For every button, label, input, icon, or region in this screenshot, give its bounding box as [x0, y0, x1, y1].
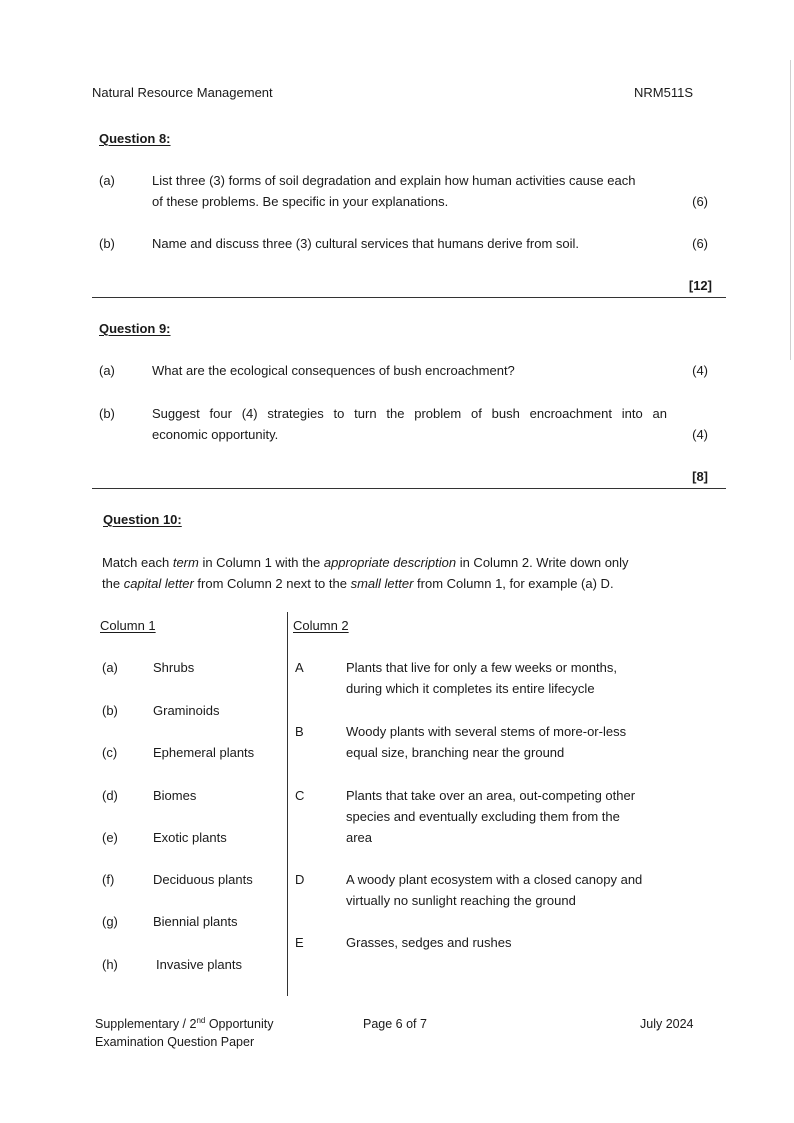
q9b-label: (b): [99, 406, 115, 421]
col2-description: virtually no sunlight reaching the ground: [346, 893, 576, 908]
col2-description: A woody plant ecosystem with a closed canopy and: [346, 872, 643, 887]
col1-label: (d): [102, 788, 118, 803]
col1-label: (c): [102, 745, 118, 760]
col2-description: Grasses, sedges and rushes: [346, 935, 512, 950]
q9b-text-line1: Suggest four (4) strategies to turn the problem of bush encroachment into an: [152, 406, 667, 421]
q8b-marks: (6): [692, 236, 708, 251]
q9b-marks: (4): [692, 427, 708, 442]
col1-term: Ephemeral plants: [153, 745, 255, 760]
q8-total: [12]: [688, 278, 712, 293]
col1-label: (e): [102, 830, 118, 845]
q9a-label: (a): [99, 363, 115, 378]
col1-label: (h): [102, 957, 118, 972]
question-10-title: Question 10:: [103, 512, 182, 527]
col1-term: Deciduous plants: [153, 872, 253, 887]
col2-description: equal size, branching near the ground: [346, 745, 565, 760]
question-8-title: Question 8:: [99, 131, 171, 146]
col2-letter: E: [295, 935, 304, 950]
col2-letter: C: [295, 788, 305, 803]
q10-instruction-line2: the capital letter from Column 2 next to the small letter from Column 1, for example (a) D.: [102, 576, 614, 591]
col2-letter: A: [295, 660, 304, 675]
q8a-text-line1: List three (3) forms of soil degradation and explain how human activities cause each: [152, 173, 636, 188]
col1-label: (g): [102, 914, 118, 929]
q9-total: [8]: [692, 469, 708, 484]
footer-exam-type: Supplementary / 2nd Opportunity: [95, 1015, 274, 1031]
column-2-header: Column 2: [293, 618, 349, 633]
col1-term: Exotic plants: [153, 830, 227, 845]
column-separator: [287, 612, 288, 996]
col1-term: Shrubs: [153, 660, 195, 675]
col1-label: (f): [102, 872, 115, 887]
col1-term: Biomes: [153, 788, 197, 803]
col1-term: Invasive plants: [156, 957, 242, 972]
col2-description: Plants that live for only a few weeks or months,: [346, 660, 617, 675]
scan-edge: [790, 60, 791, 360]
col1-term: Graminoids: [153, 703, 220, 718]
course-code: NRM511S: [634, 85, 694, 100]
col1-label: (a): [102, 660, 118, 675]
footer-paper-type: Examination Question Paper: [95, 1035, 255, 1049]
col1-label: (b): [102, 703, 118, 718]
col2-letter: B: [295, 724, 304, 739]
column-1-header: Column 1: [100, 618, 156, 633]
page-number: Page 6 of 7: [363, 1017, 427, 1031]
col2-description: area: [346, 830, 373, 845]
q8a-text-line2: of these problems. Be specific in your explanations.: [152, 194, 449, 209]
q8b-text: Name and discuss three (3) cultural services that humans derive from soil.: [152, 236, 580, 251]
col2-description: during which it completes its entire lifecycle: [346, 681, 595, 696]
col2-description: species and eventually excluding them from the: [346, 809, 620, 824]
col2-description: Woody plants with several stems of more-or-less: [346, 724, 627, 739]
q8b-label: (b): [99, 236, 115, 251]
q10-instruction-line1: Match each term in Column 1 with the appropriate description in Column 2. Write down only: [102, 555, 629, 570]
q9a-marks: (4): [692, 363, 708, 378]
q9a-text: What are the ecological consequences of bush encroachment?: [152, 363, 515, 378]
q9b-text-line2: economic opportunity.: [152, 427, 279, 442]
question-9-title: Question 9:: [99, 321, 171, 336]
q8a-marks: (6): [692, 194, 708, 209]
course-name: Natural Resource Management: [92, 85, 273, 100]
q9-divider: [92, 488, 726, 489]
q8a-label: (a): [99, 173, 115, 188]
col1-term: Biennial plants: [153, 914, 238, 929]
col2-description: Plants that take over an area, out-competing other: [346, 788, 636, 803]
footer-date: July 2024: [640, 1017, 694, 1031]
col2-letter: D: [295, 872, 305, 887]
q8-divider: [92, 297, 726, 298]
